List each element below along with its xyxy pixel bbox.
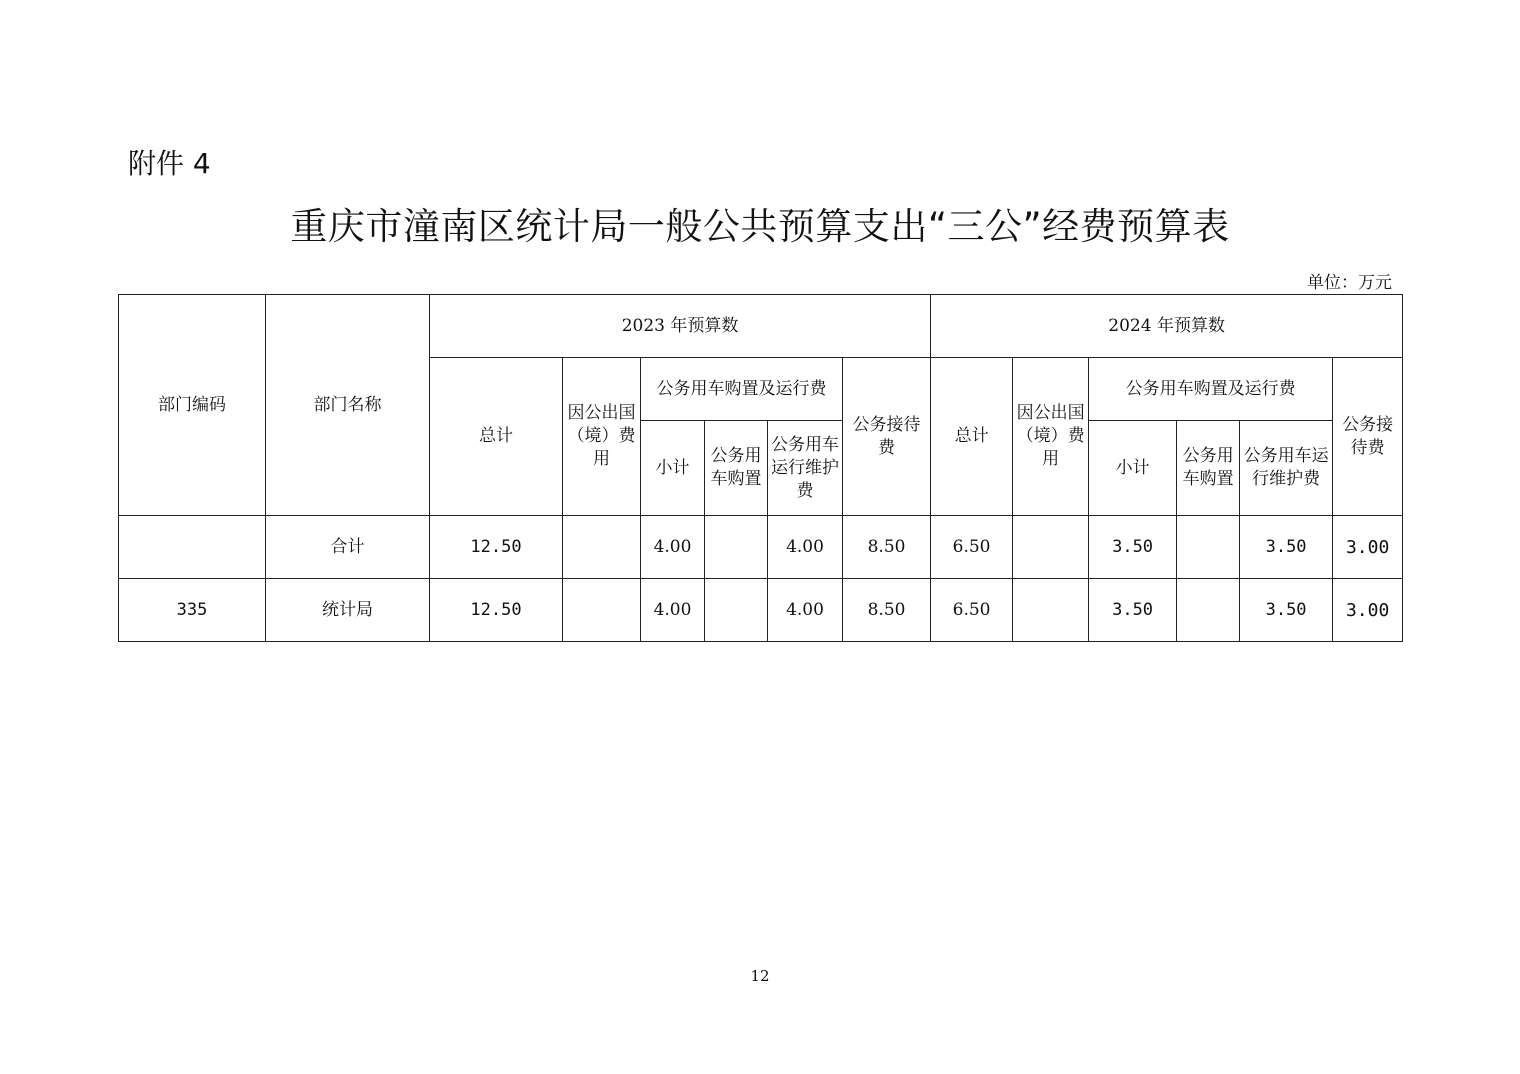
cell-reception-2023: 8.50 bbox=[843, 516, 931, 579]
cell-car-maintenance-2023: 4.00 bbox=[768, 579, 843, 642]
page-title: 重庆市潼南区统计局一般公共预算支出“三公”经费预算表 bbox=[290, 205, 1230, 248]
col-header-dept-name: 部门名称 bbox=[266, 295, 430, 516]
col-header-car-group-2023: 公务用车购置及运行费 bbox=[641, 358, 843, 421]
cell-reception-2024: 3.00 bbox=[1333, 579, 1403, 642]
cell-reception-2024: 3.00 bbox=[1333, 516, 1403, 579]
cell-abroad-2023 bbox=[563, 579, 641, 642]
col-header-abroad-2023: 因公出国（境）费用 bbox=[563, 358, 641, 516]
cell-car-purchase-2024 bbox=[1177, 579, 1240, 642]
cell-total-2024: 6.50 bbox=[931, 516, 1013, 579]
cell-car-purchase-2023 bbox=[705, 516, 768, 579]
cell-dept-code bbox=[119, 516, 266, 579]
col-header-reception-2023: 公务接待费 bbox=[843, 358, 931, 516]
col-header-dept-code: 部门编码 bbox=[119, 295, 266, 516]
col-header-car-subtotal-2023: 小计 bbox=[641, 421, 705, 516]
cell-car-maintenance-2024: 3.50 bbox=[1240, 516, 1333, 579]
cell-car-subtotal-2023: 4.00 bbox=[641, 579, 705, 642]
col-header-car-group-2024: 公务用车购置及运行费 bbox=[1089, 358, 1333, 421]
cell-car-subtotal-2024: 3.50 bbox=[1089, 516, 1177, 579]
col-header-total-2023: 总计 bbox=[430, 358, 563, 516]
col-header-2024: 2024 年预算数 bbox=[931, 295, 1403, 358]
page-number: 12 bbox=[750, 967, 770, 985]
col-header-2023: 2023 年预算数 bbox=[430, 295, 931, 358]
cell-total-2024: 6.50 bbox=[931, 579, 1013, 642]
cell-car-maintenance-2024: 3.50 bbox=[1240, 579, 1333, 642]
table-row bbox=[119, 579, 1403, 642]
attachment-label: 附件 4 bbox=[128, 147, 211, 180]
col-header-car-purchase-2024: 公务用车购置 bbox=[1177, 421, 1240, 516]
col-header-abroad-2024: 因公出国（境）费用 bbox=[1013, 358, 1089, 516]
table-row bbox=[119, 516, 1403, 579]
unit-label: 单位：万元 bbox=[1307, 273, 1392, 293]
header-row-years bbox=[119, 295, 1403, 358]
col-header-car-maintenance-2023: 公务用车运行维护费 bbox=[768, 421, 843, 516]
cell-car-purchase-2024 bbox=[1177, 516, 1240, 579]
cell-abroad-2023 bbox=[563, 516, 641, 579]
cell-car-subtotal-2024: 3.50 bbox=[1089, 579, 1177, 642]
cell-car-purchase-2023 bbox=[705, 579, 768, 642]
cell-dept-name: 统计局 bbox=[266, 579, 430, 642]
col-header-car-purchase-2023: 公务用车购置 bbox=[705, 421, 768, 516]
col-header-car-maintenance-2024: 公务用车运行维护费 bbox=[1240, 421, 1333, 516]
col-header-total-2024: 总计 bbox=[931, 358, 1013, 516]
cell-dept-name: 合计 bbox=[266, 516, 430, 579]
cell-total-2023: 12.50 bbox=[430, 516, 563, 579]
col-header-reception-2024: 公务接待费 bbox=[1333, 358, 1403, 516]
cell-abroad-2024 bbox=[1013, 579, 1089, 642]
col-header-car-subtotal-2024: 小计 bbox=[1089, 421, 1177, 516]
cell-car-maintenance-2023: 4.00 bbox=[768, 516, 843, 579]
budget-table bbox=[118, 294, 1403, 642]
cell-abroad-2024 bbox=[1013, 516, 1089, 579]
cell-reception-2023: 8.50 bbox=[843, 579, 931, 642]
cell-dept-code: 335 bbox=[119, 579, 266, 642]
cell-total-2023: 12.50 bbox=[430, 579, 563, 642]
cell-car-subtotal-2023: 4.00 bbox=[641, 516, 705, 579]
